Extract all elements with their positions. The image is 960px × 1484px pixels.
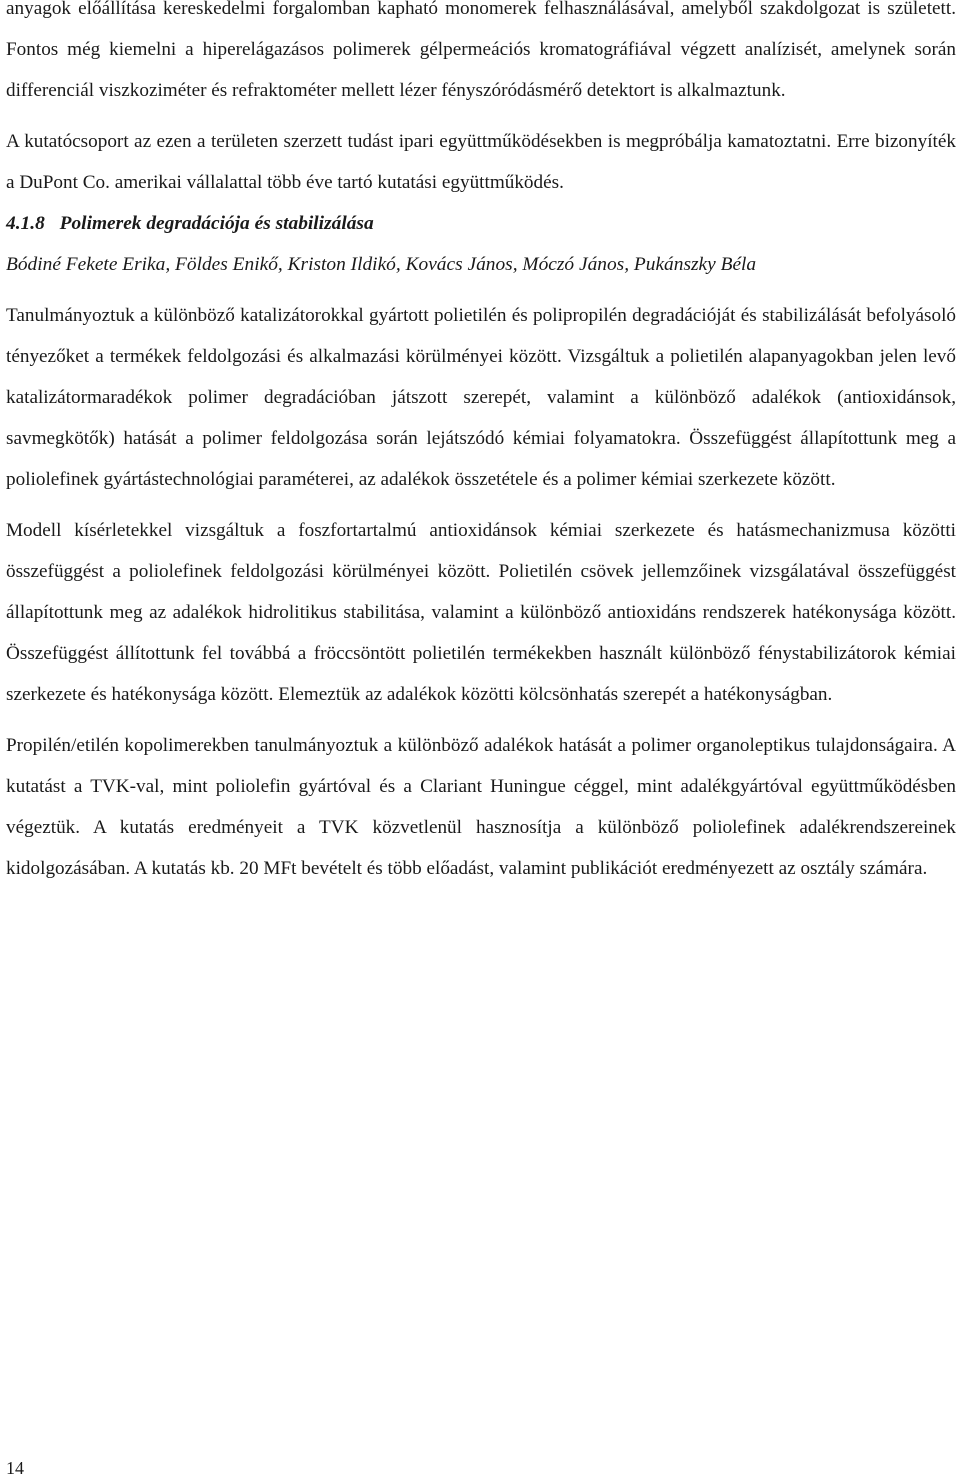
section-number: 4.1.8 bbox=[6, 213, 45, 234]
section-title: Polimerek degradációja és stabilizálása bbox=[59, 213, 374, 234]
paragraph-model-experiments: Modell kísérletekkel vizsgáltuk a foszfortartalmú antioxidánsok kémiai szerkezete és hatásmechanizmusa közötti összefüggést a poliolefinek feldolgozási körülményei között. Polietilén csövek jellemzőinek vizsgálatával összefüggést állapítottunk meg az adalékok hidrolitikus stabilitása, valamint a különböző antioxidáns rendszerek hatékonysága között. Összefüggést állítottunk fel továbbá a fröccsöntött polietilén termékekben használt különböző fénystabilizátorok kémiai szerkezete és hatékonysága között. Elemeztük az adalékok közötti kölcsönhatás szerepét a hatékonyságban. bbox=[6, 520, 956, 705]
document-page bbox=[6, 0, 956, 889]
section-heading bbox=[6, 203, 956, 244]
paragraph-industrial-cooperation: A kutatócsoport az ezen a területen szerzett tudást ipari együttműködésekben is megpróbálja kamatoztatni. Erre bizonyíték a DuPont Co. amerikai vállalattal több éve tartó kutatási együttműködés. bbox=[6, 131, 956, 193]
paragraph-intro-continued: anyagok előállítása kereskedelmi forgalomban kapható monomerek felhasználásával, amelyből szakdolgozat is született. Fontos még kiemelni a hiperelágazásos polimerek gélpermeációs kromatográfiával végzett analízisét, amelynek során differenciál viszkoziméter és refraktométer mellett lézer fényszóródásmérő detektort is alkalmaztunk. bbox=[6, 0, 956, 101]
page-number: 14 bbox=[6, 1458, 24, 1478]
section-authors: Bódiné Fekete Erika, Földes Enikő, Kriston Ildikó, Kovács János, Móczó János, Pukánszky Béla bbox=[6, 254, 757, 275]
paragraph-degradation-study: Tanulmányoztuk a különböző katalizátorokkal gyártott polietilén és polipropilén degradációját és stabilizálását befolyásoló tényezőket a termékek feldolgozási és alkalmazási körülményei között. Vizsgáltuk a polietilén alapanyagokban jelen levő katalizátormaradékok polimer degradációban játszott szerepét, valamint a különböző adalékok (antioxidánsok, savmegkötők) hatását a polimer feldolgozása során lejátszódó kémiai folyamatokra. Összefüggést állapítottunk meg a poliolefinek gyártástechnológiai paraméterei, az adalékok összetétele és a polimer kémiai szerkezete között. bbox=[6, 305, 956, 490]
paragraph-copolymers: Propilén/etilén kopolimerekben tanulmányoztuk a különböző adalékok hatását a polimer organoleptikus tulajdonságaira. A kutatást a TVK-val, mint poliolefin gyártóval és a Clariant Huningue céggel, mint adalékgyártóval együttműködésben végeztük. A kutatás eredményeit a TVK közvetlenül hasznosítja a különböző poliolefinek adalékrendszereinek kidolgozásában. A kutatás kb. 20 MFt bevételt és több előadást, valamint publikációt eredményezett az osztály számára. bbox=[6, 735, 956, 879]
